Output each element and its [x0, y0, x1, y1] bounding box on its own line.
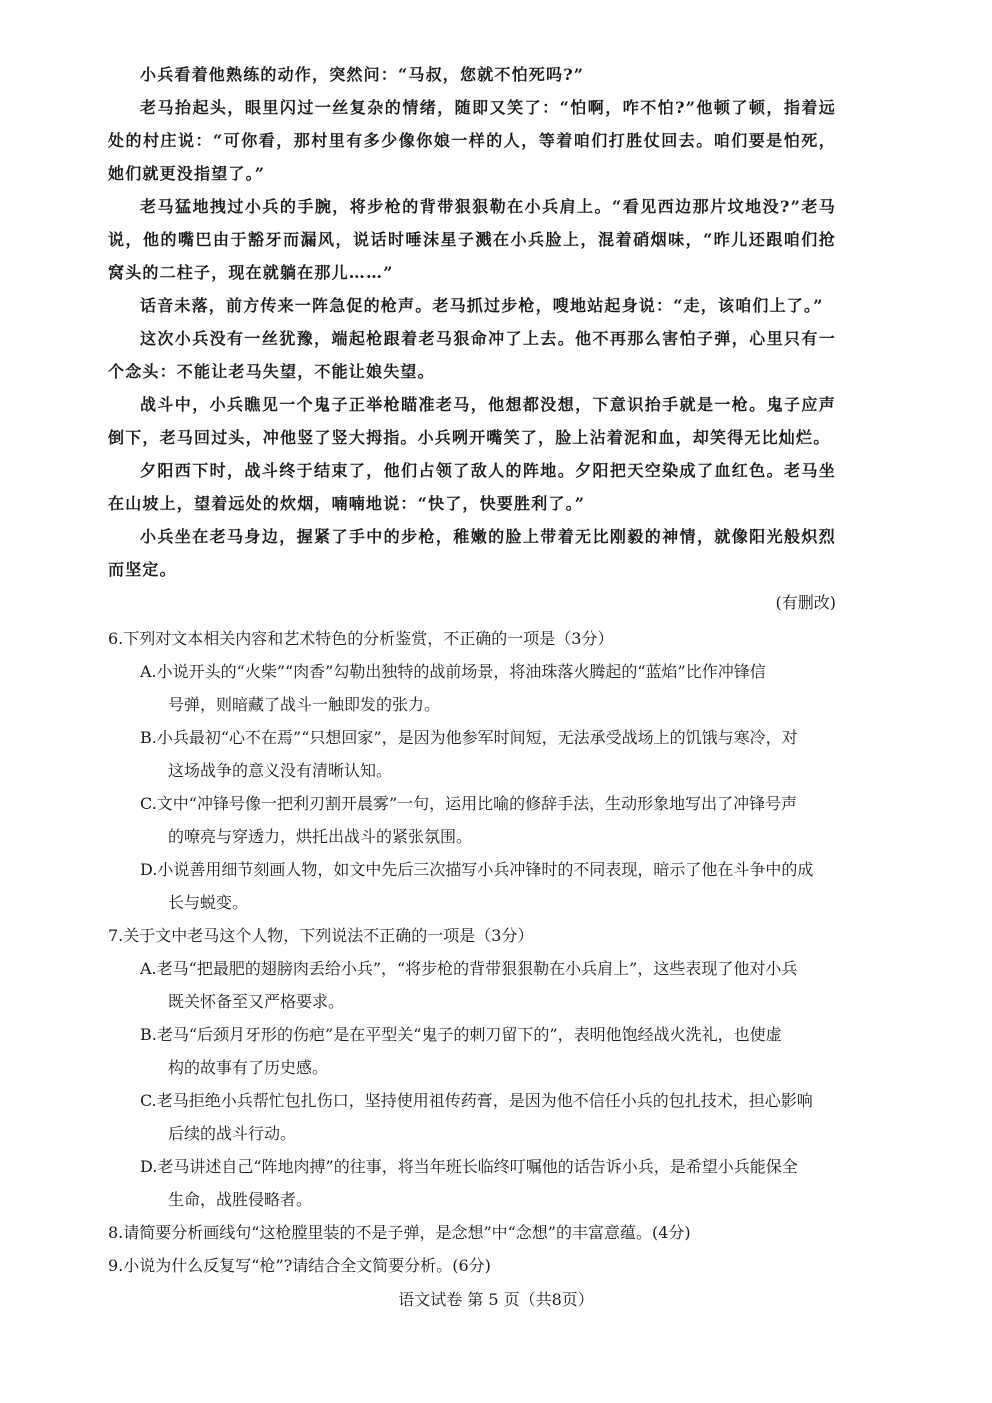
question-6-stem: 6.下列对文本相关内容和艺术特色的分析鉴赏，不正确的一项是（3分） [108, 629, 614, 648]
passage-paragraph: 小兵坐在老马身边，握紧了手中的步枪，稚嫩的脸上带着无比刚毅的神情，就像阳光般炽烈而坚定。 [108, 527, 836, 579]
passage-paragraph: 老马猛地拽过小兵的手腕，将步枪的背带狠狠勒在小兵肩上。“看见西边那片坟地没?”老马说，他的嘴巴由于豁牙而漏风，说话时唾沫星子溅在小兵脸上，混着硝烟味，“昨儿还跟咱们抢窝头的二柱子，现在就躺在那儿……” [108, 197, 836, 282]
edit-note: (有删改) [775, 593, 836, 612]
question-9-stem: 9.小说为什么反复写“枪”?请结合全文简要分析。(6分) [108, 1256, 491, 1275]
page-footer: 语文试卷 第 5 页（共8页） [398, 1290, 594, 1309]
passage-paragraph: 战斗中，小兵瞧见一个鬼子正举枪瞄准老马，他想都没想，下意识抬手就是一枪。鬼子应声倒下，老马回过头，冲他竖了竖大拇指。小兵咧开嘴笑了，脸上沾着泥和血，却笑得无比灿烂。 [108, 395, 836, 447]
question-list [108, 622, 836, 1282]
question-6-option-b: B.小兵最初“心不在焉”“只想回家”，是因为他参军时间短，无法承受战场上的饥饿与寒冷，对 这场战争的意义没有清晰认知。 [140, 728, 798, 780]
question-6-option-a: A.小说开头的“火柴”“肉香”勾勒出独特的战前场景，将油珠落火腾起的“蓝焰”比作冲锋信 号弹，则暗藏了战斗一触即发的张力。 [140, 662, 766, 714]
question-7-option-d: D.老马讲述自己“阵地肉搏”的往事，将当年班长临终叮嘱他的话告诉小兵，是希望小兵能保全 生命，战胜侵略者。 [140, 1157, 798, 1209]
passage-paragraph: 老马抬起头，眼里闪过一丝复杂的情绪，随即又笑了：“怕啊，咋不怕?”他顿了顿，指着远处的村庄说：“可你看，那村里有多少像你娘一样的人，等着咱们打胜仗回去。咱们要是怕死，她们就更没指望了。” [108, 98, 836, 183]
passage-paragraph: 小兵看着他熟练的动作，突然问：“马叔，您就不怕死吗?” [140, 65, 585, 84]
reading-passage [108, 58, 836, 586]
question-7-option-b: B.老马“后颈月牙形的伤疤”是在平型关“鬼子的刺刀留下的”，表明他饱经战火洗礼，也使虚 构的故事有了历史感。 [140, 1025, 782, 1077]
passage-paragraph: 夕阳西下时，战斗终于结束了，他们占领了敌人的阵地。夕阳把天空染成了血红色。老马坐在山坡上，望着远处的炊烟，喃喃地说：“快了，快要胜利了。” [108, 461, 836, 513]
question-6-option-d: D.小说善用细节刻画人物，如文中先后三次描写小兵冲锋时的不同表现，暗示了他在斗争中的成 长与蜕变。 [140, 860, 814, 912]
passage-paragraph: 话音未落，前方传来一阵急促的枪声。老马抓过步枪，嗖地站起身说：“走，该咱们上了。” [140, 296, 824, 315]
question-8-stem: 8.请简要分析画线句“这枪膛里装的不是子弹，是念想”中“念想”的丰富意蕴。(4分) [108, 1223, 691, 1242]
question-7-option-c: C.老马拒绝小兵帮忙包扎伤口，坚持使用祖传药膏，是因为他不信任小兵的包扎技术，担心影响 后续的战斗行动。 [140, 1091, 813, 1143]
passage-paragraph: 这次小兵没有一丝犹豫，端起枪跟着老马狠命冲了上去。他不再那么害怕子弹，心里只有一个念头：不能让老马失望，不能让娘失望。 [108, 329, 836, 381]
question-6-option-c: C.文中“冲锋号像一把利刃割开晨雾”一句，运用比喻的修辞手法，生动形象地写出了冲锋号声 的嘹亮与穿透力，烘托出战斗的紧张氛围。 [140, 794, 798, 846]
question-7-option-a: A.老马“把最肥的翅膀肉丢给小兵”，“将步枪的背带狠狠勒在小兵肩上”，这些表现了他对小兵 既关怀备至又严格要求。 [140, 959, 798, 1011]
question-7-stem: 7.关于文中老马这个人物，下列说法不正确的一项是（3分） [108, 926, 534, 945]
